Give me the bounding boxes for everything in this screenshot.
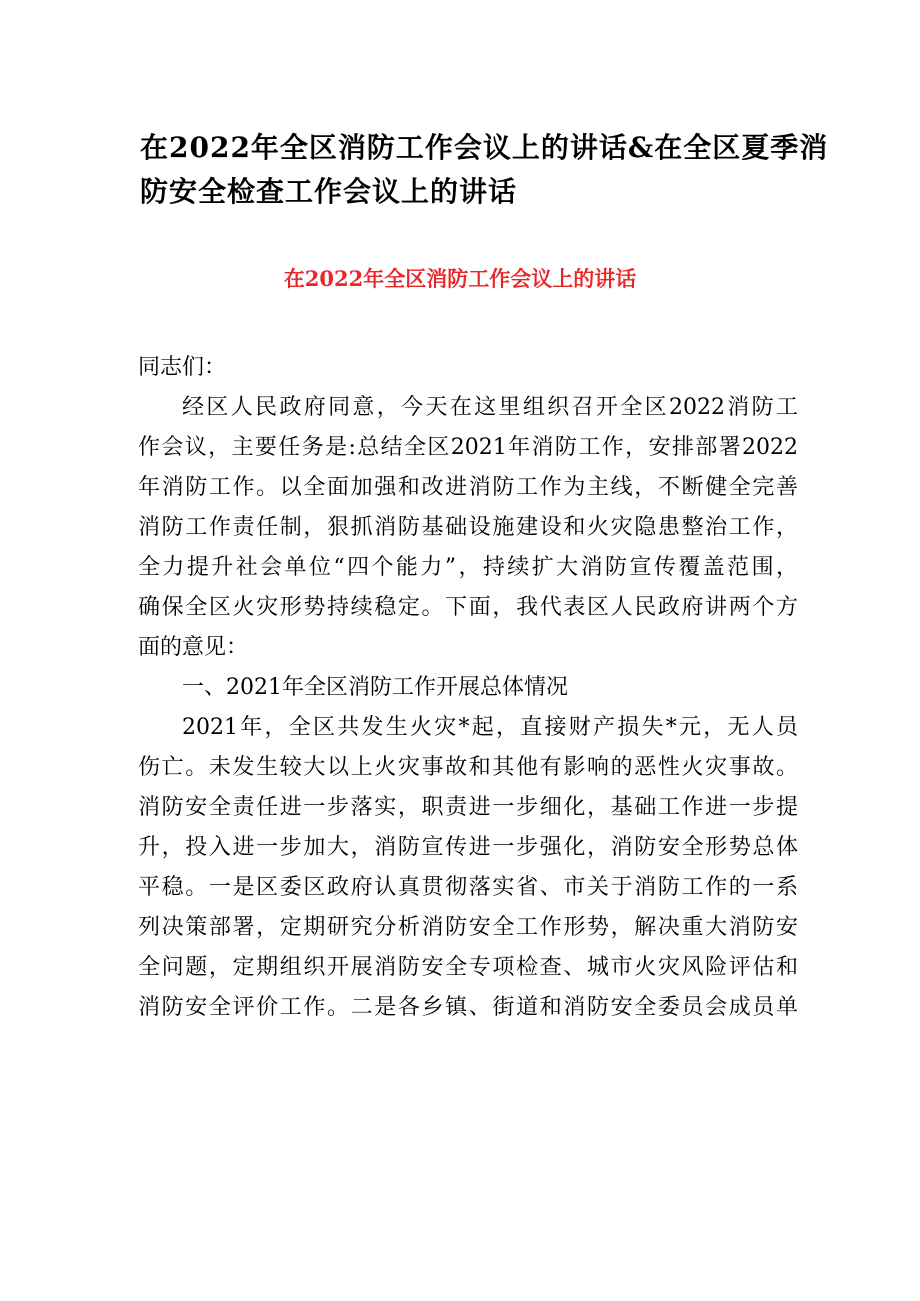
speech-body <box>138 348 798 1028</box>
paragraph-line: 消防安全责任进一步落实，职责进一步细化，基础工作进一步提 <box>138 795 798 820</box>
paragraph-line: 全问题，定期组织开展消防安全专项检查、城市火灾风险评估和 <box>138 955 798 980</box>
paragraph-line: 确保全区火灾形势持续稳定。下面，我代表区人民政府讲两个方 <box>138 595 798 620</box>
section-heading: 一、2021年全区消防工作开展总体情况 <box>182 675 568 700</box>
speech-subtitle: 在2022年全区消防工作会议上的讲话 <box>283 266 637 291</box>
paragraph-line: 消防安全评价工作。二是各乡镇、街道和消防安全委员会成员单 <box>138 995 798 1020</box>
paragraph-line: 平稳。一是区委区政府认真贯彻落实省、市关于消防工作的一系 <box>138 875 798 900</box>
paragraph-line: 面的意见： <box>138 635 249 660</box>
paragraph-line: 经区人民政府同意，今天在这里组织召开全区2022消防工 <box>182 395 798 420</box>
paragraph-line: 列决策部署，定期研究分析消防安全工作形势，解决重大消防安 <box>138 915 798 940</box>
paragraph-line: 年消防工作。以全面加强和改进消防工作为主线，不断健全完善 <box>138 475 798 500</box>
paragraph-line: 升，投入进一步加大，消防宣传进一步强化，消防安全形势总体 <box>138 835 798 860</box>
paragraph-line: 伤亡。未发生较大以上火灾事故和其他有影响的恶性火灾事故。 <box>138 755 798 780</box>
salutation: 同志们： <box>138 355 227 380</box>
paragraph-line: 作会议，主要任务是:总结全区2021年消防工作，安排部署2022 <box>138 435 798 460</box>
paragraph-line: 2021年，全区共发生火灾*起，直接财产损失*元，无人员 <box>182 715 798 740</box>
title-line: 防安全检查工作会议上的讲话 <box>140 175 518 208</box>
paragraph-line: 消防工作责任制，狠抓消防基础设施建设和火灾隐患整治工作， <box>138 515 798 540</box>
paragraph-line: 全力提升社会单位“四个能力”，持续扩大消防宣传覆盖范围， <box>138 555 798 580</box>
title-line: 在2022年全区消防工作会议上的讲话&在全区夏季消 <box>140 131 829 164</box>
document-title <box>140 126 829 214</box>
